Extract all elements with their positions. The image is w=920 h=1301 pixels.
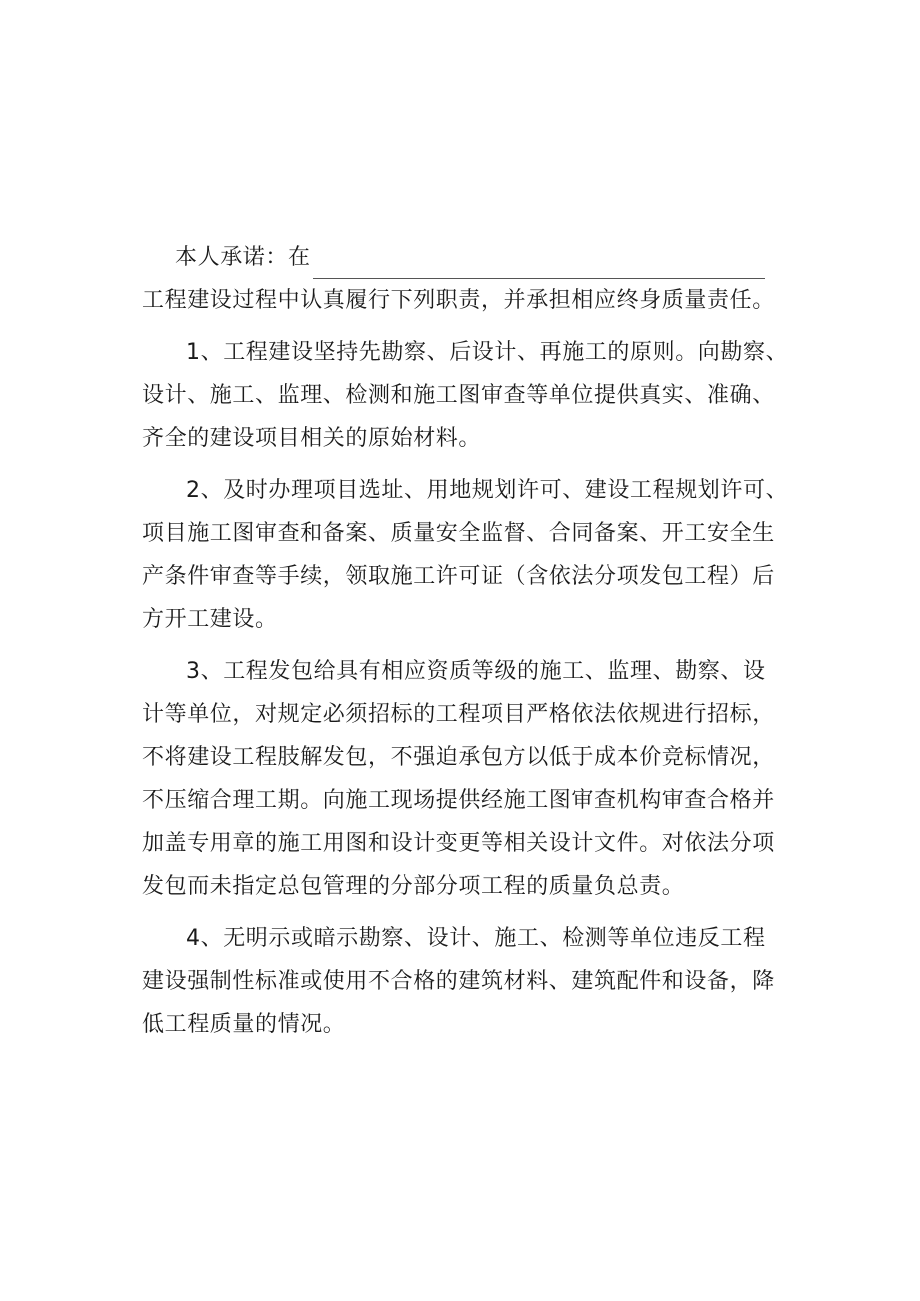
duty-line: 3、工程发包给具有相应资质等级的施工、监理、勘察、设 [186,659,766,684]
duty-line: 4、无明示或暗示勘察、设计、施工、检测等单位违反工程 [186,926,766,951]
duty-item-2 [142,469,802,641]
duty-item-1 [142,331,802,460]
duty-line: 齐全的建设项目相关的原始材料。 [142,426,482,451]
duty-item-3 [142,650,802,908]
duty-line: 不压缩合理工期。向施工现场提供经施工图审查机构审查合格并 [142,788,775,813]
pledge-intro-continuation: 工程建设过程中认真履行下列职责，并承担相应终身质量责任。 [142,288,775,313]
duty-line: 加盖专用章的施工用图和设计变更等相关设计文件。对依法分项 [142,831,775,856]
duty-line: 建设强制性标准或使用不合格的建筑材料、建筑配件和设备，降 [142,969,775,994]
pledge-intro-line [142,236,802,279]
duty-line: 方开工建设。 [142,607,278,632]
pledge-intro-lead: 本人承诺：在 [175,245,311,270]
duty-line: 2、及时办理项目选址、用地规划许可、建设工程规划许可、 [186,478,789,503]
duty-line: 发包而未指定总包管理的分部分项工程的质量负总责。 [142,874,685,899]
project-name-blank-field [313,250,765,279]
duty-line: 设计、施工、监理、检测和施工图审查等单位提供真实、准确、 [142,383,775,408]
pledge-text [142,236,802,1046]
duty-line: 计等单位，对规定必须招标的工程项目严格依法依规进行招标， [142,702,775,727]
duty-line: 产条件审查等手续，领取施工许可证（含依法分项发包工程）后 [142,564,775,589]
duty-line: 不将建设工程肢解发包，不强迫承包方以低于成本价竞标情况， [142,745,775,770]
duty-line: 低工程质量的情况。 [142,1012,346,1037]
duty-item-4 [142,917,802,1046]
duty-line: 项目施工图审查和备案、质量安全监督、合同备案、开工安全生 [142,521,775,546]
duty-line: 1、工程建设坚持先勘察、后设计、再施工的原则。向勘察、 [186,340,789,365]
